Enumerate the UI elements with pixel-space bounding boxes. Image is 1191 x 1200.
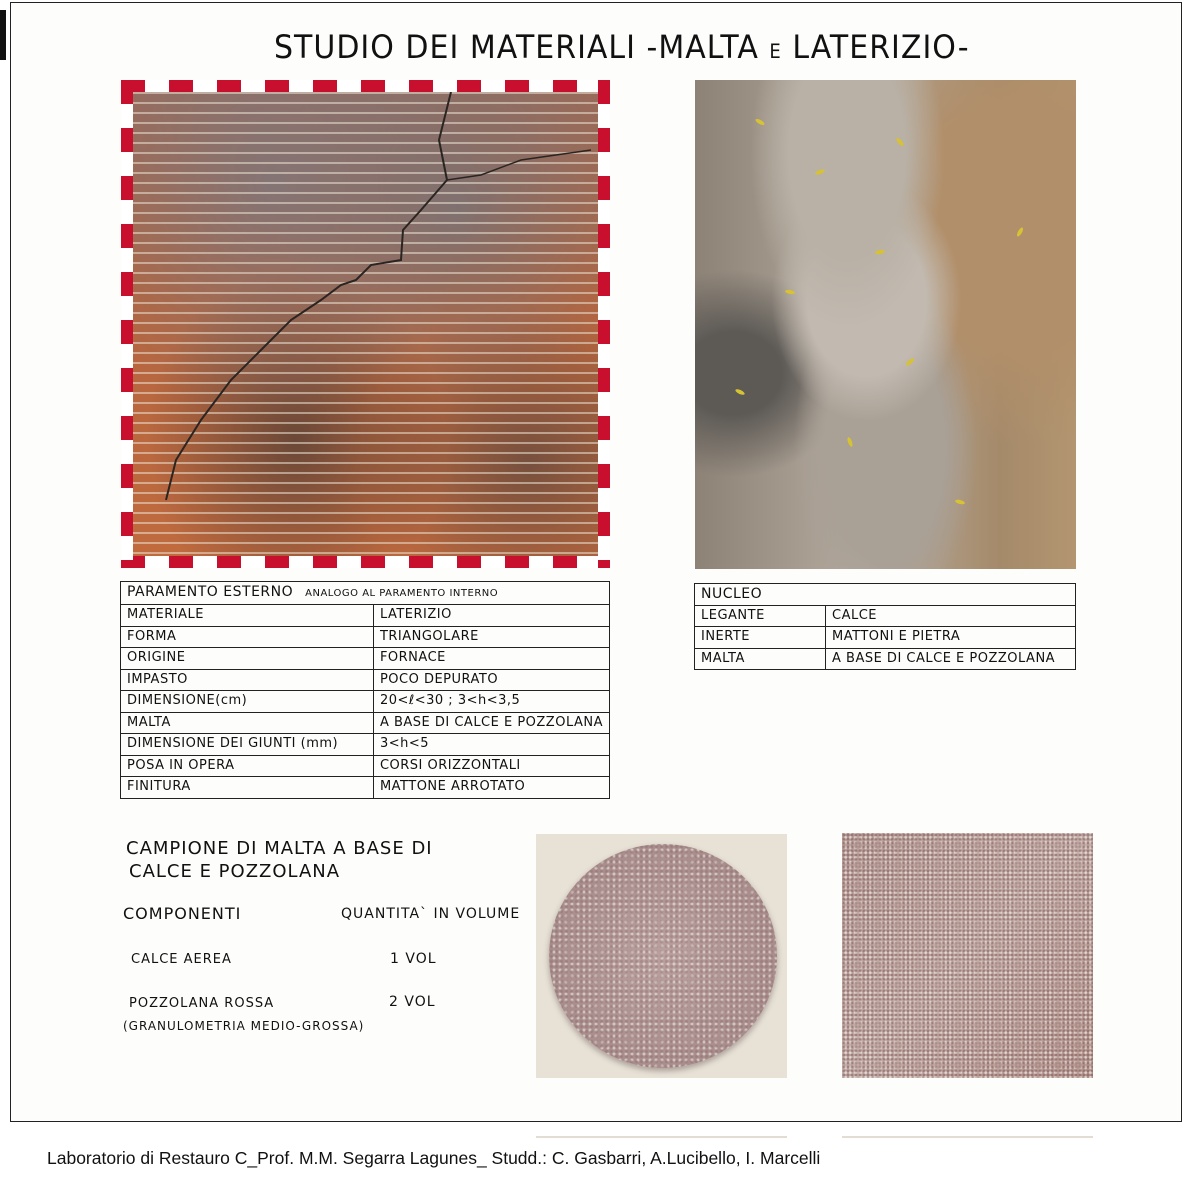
- row-value: LATERIZIO: [373, 605, 609, 627]
- table-heading-row: [121, 582, 610, 605]
- table-row: [121, 669, 610, 691]
- row-label: MALTA: [121, 712, 374, 734]
- paramento-heading-note: ANALOGO AL PARAMENTO INTERNO: [305, 588, 499, 599]
- campione-title-line2: CALCE E POZZOLANA: [129, 861, 341, 882]
- wall-crack-drawing: [121, 80, 610, 568]
- row-value: CALCE: [826, 605, 1076, 627]
- row-value: TRIANGOLARE: [373, 626, 609, 648]
- leaf: [1016, 227, 1024, 238]
- row-label: ORIGINE: [121, 648, 374, 670]
- quantity-column-header: QUANTITA` IN VOLUME: [341, 906, 521, 922]
- scale-ruler-top: [121, 80, 610, 92]
- table-row: [121, 626, 610, 648]
- scale-ruler-left: [121, 80, 133, 568]
- row-value: MATTONE ARROTATO: [373, 777, 609, 799]
- row-label: FINITURA: [121, 777, 374, 799]
- component-note: (GRANULOMETRIA MEDIO-GROSSA): [123, 1019, 365, 1033]
- table-row: [121, 712, 610, 734]
- wall-core-stones-photo: [695, 80, 1076, 569]
- campione-title-line1: CAMPIONE DI MALTA A BASE DI: [126, 838, 433, 859]
- component-name: CALCE AEREA: [131, 952, 232, 967]
- nucleo-table: [694, 583, 1076, 670]
- table-row: [121, 648, 610, 670]
- leaf: [815, 168, 826, 175]
- table-row: [121, 755, 610, 777]
- leaf: [846, 437, 853, 448]
- row-value: A BASE DI CALCE E POZZOLANA: [826, 648, 1076, 670]
- row-label: DIMENSIONE(cm): [121, 691, 374, 713]
- brick-wall-facing-photo: [121, 80, 610, 568]
- footer-credits: Laboratorio di Restauro C_Prof. M.M. Segarra Lagunes_ Studd.: C. Gasbarri, A.Lucibello, I. Marcelli: [47, 1148, 821, 1168]
- row-value: FORNACE: [373, 648, 609, 670]
- table-row: [121, 777, 610, 799]
- scale-ruler-bottom: [121, 556, 610, 568]
- row-value: CORSI ORIZZONTALI: [373, 755, 609, 777]
- row-label: IMPASTO: [121, 669, 374, 691]
- row-label: MALTA: [695, 648, 826, 670]
- leaf: [755, 118, 766, 126]
- table-row: [695, 627, 1076, 649]
- title-conjunction: E: [769, 40, 782, 64]
- component-quantity: 1 VOL: [390, 951, 437, 967]
- nucleo-heading: NUCLEO: [695, 584, 1076, 606]
- scale-ruler-right: [598, 80, 610, 568]
- sheet-title: [274, 29, 970, 67]
- row-value: 3<h<5: [373, 734, 609, 756]
- faint-divider: [842, 1136, 1093, 1138]
- row-label: FORMA: [121, 626, 374, 648]
- table-row: [695, 605, 1076, 627]
- leaf: [735, 388, 746, 396]
- component-name: POZZOLANA ROSSA: [129, 996, 275, 1011]
- table-heading-row: [695, 584, 1076, 606]
- components-column-header: COMPONENTI: [123, 904, 242, 923]
- table-row: [695, 648, 1076, 670]
- leaf: [785, 289, 796, 295]
- row-value: 20<ℓ<30 ; 3<h<3,5: [373, 691, 609, 713]
- mortar-sample-disc-photo: [536, 834, 787, 1078]
- row-label: DIMENSIONE DEI GIUNTI (mm): [121, 734, 374, 756]
- leaf: [905, 357, 915, 366]
- row-label: INERTE: [695, 627, 826, 649]
- row-value: MATTONI E PIETRA: [826, 627, 1076, 649]
- title-part1: STUDIO DEI MATERIALI -MALTA: [274, 28, 770, 67]
- leaf: [895, 137, 904, 147]
- paramento-esterno-table: [120, 581, 610, 799]
- corner-mark: [0, 10, 6, 60]
- table-heading-cell: [121, 582, 610, 605]
- row-label: LEGANTE: [695, 605, 826, 627]
- mortar-texture-closeup-photo: [842, 833, 1093, 1078]
- row-value: A BASE DI CALCE E POZZOLANA: [373, 712, 609, 734]
- row-label: POSA IN OPERA: [121, 755, 374, 777]
- table-row: [121, 734, 610, 756]
- row-label: MATERIALE: [121, 605, 374, 627]
- paramento-heading: PARAMENTO ESTERNO: [127, 584, 294, 600]
- table-row: [121, 691, 610, 713]
- row-value: POCO DEPURATO: [373, 669, 609, 691]
- title-part2: LATERIZIO-: [781, 28, 970, 67]
- mortar-disc: [549, 844, 777, 1068]
- leaf: [875, 249, 886, 255]
- leaf: [955, 499, 966, 505]
- faint-divider: [536, 1136, 787, 1138]
- table-row: [121, 605, 610, 627]
- component-quantity: 2 VOL: [389, 994, 436, 1010]
